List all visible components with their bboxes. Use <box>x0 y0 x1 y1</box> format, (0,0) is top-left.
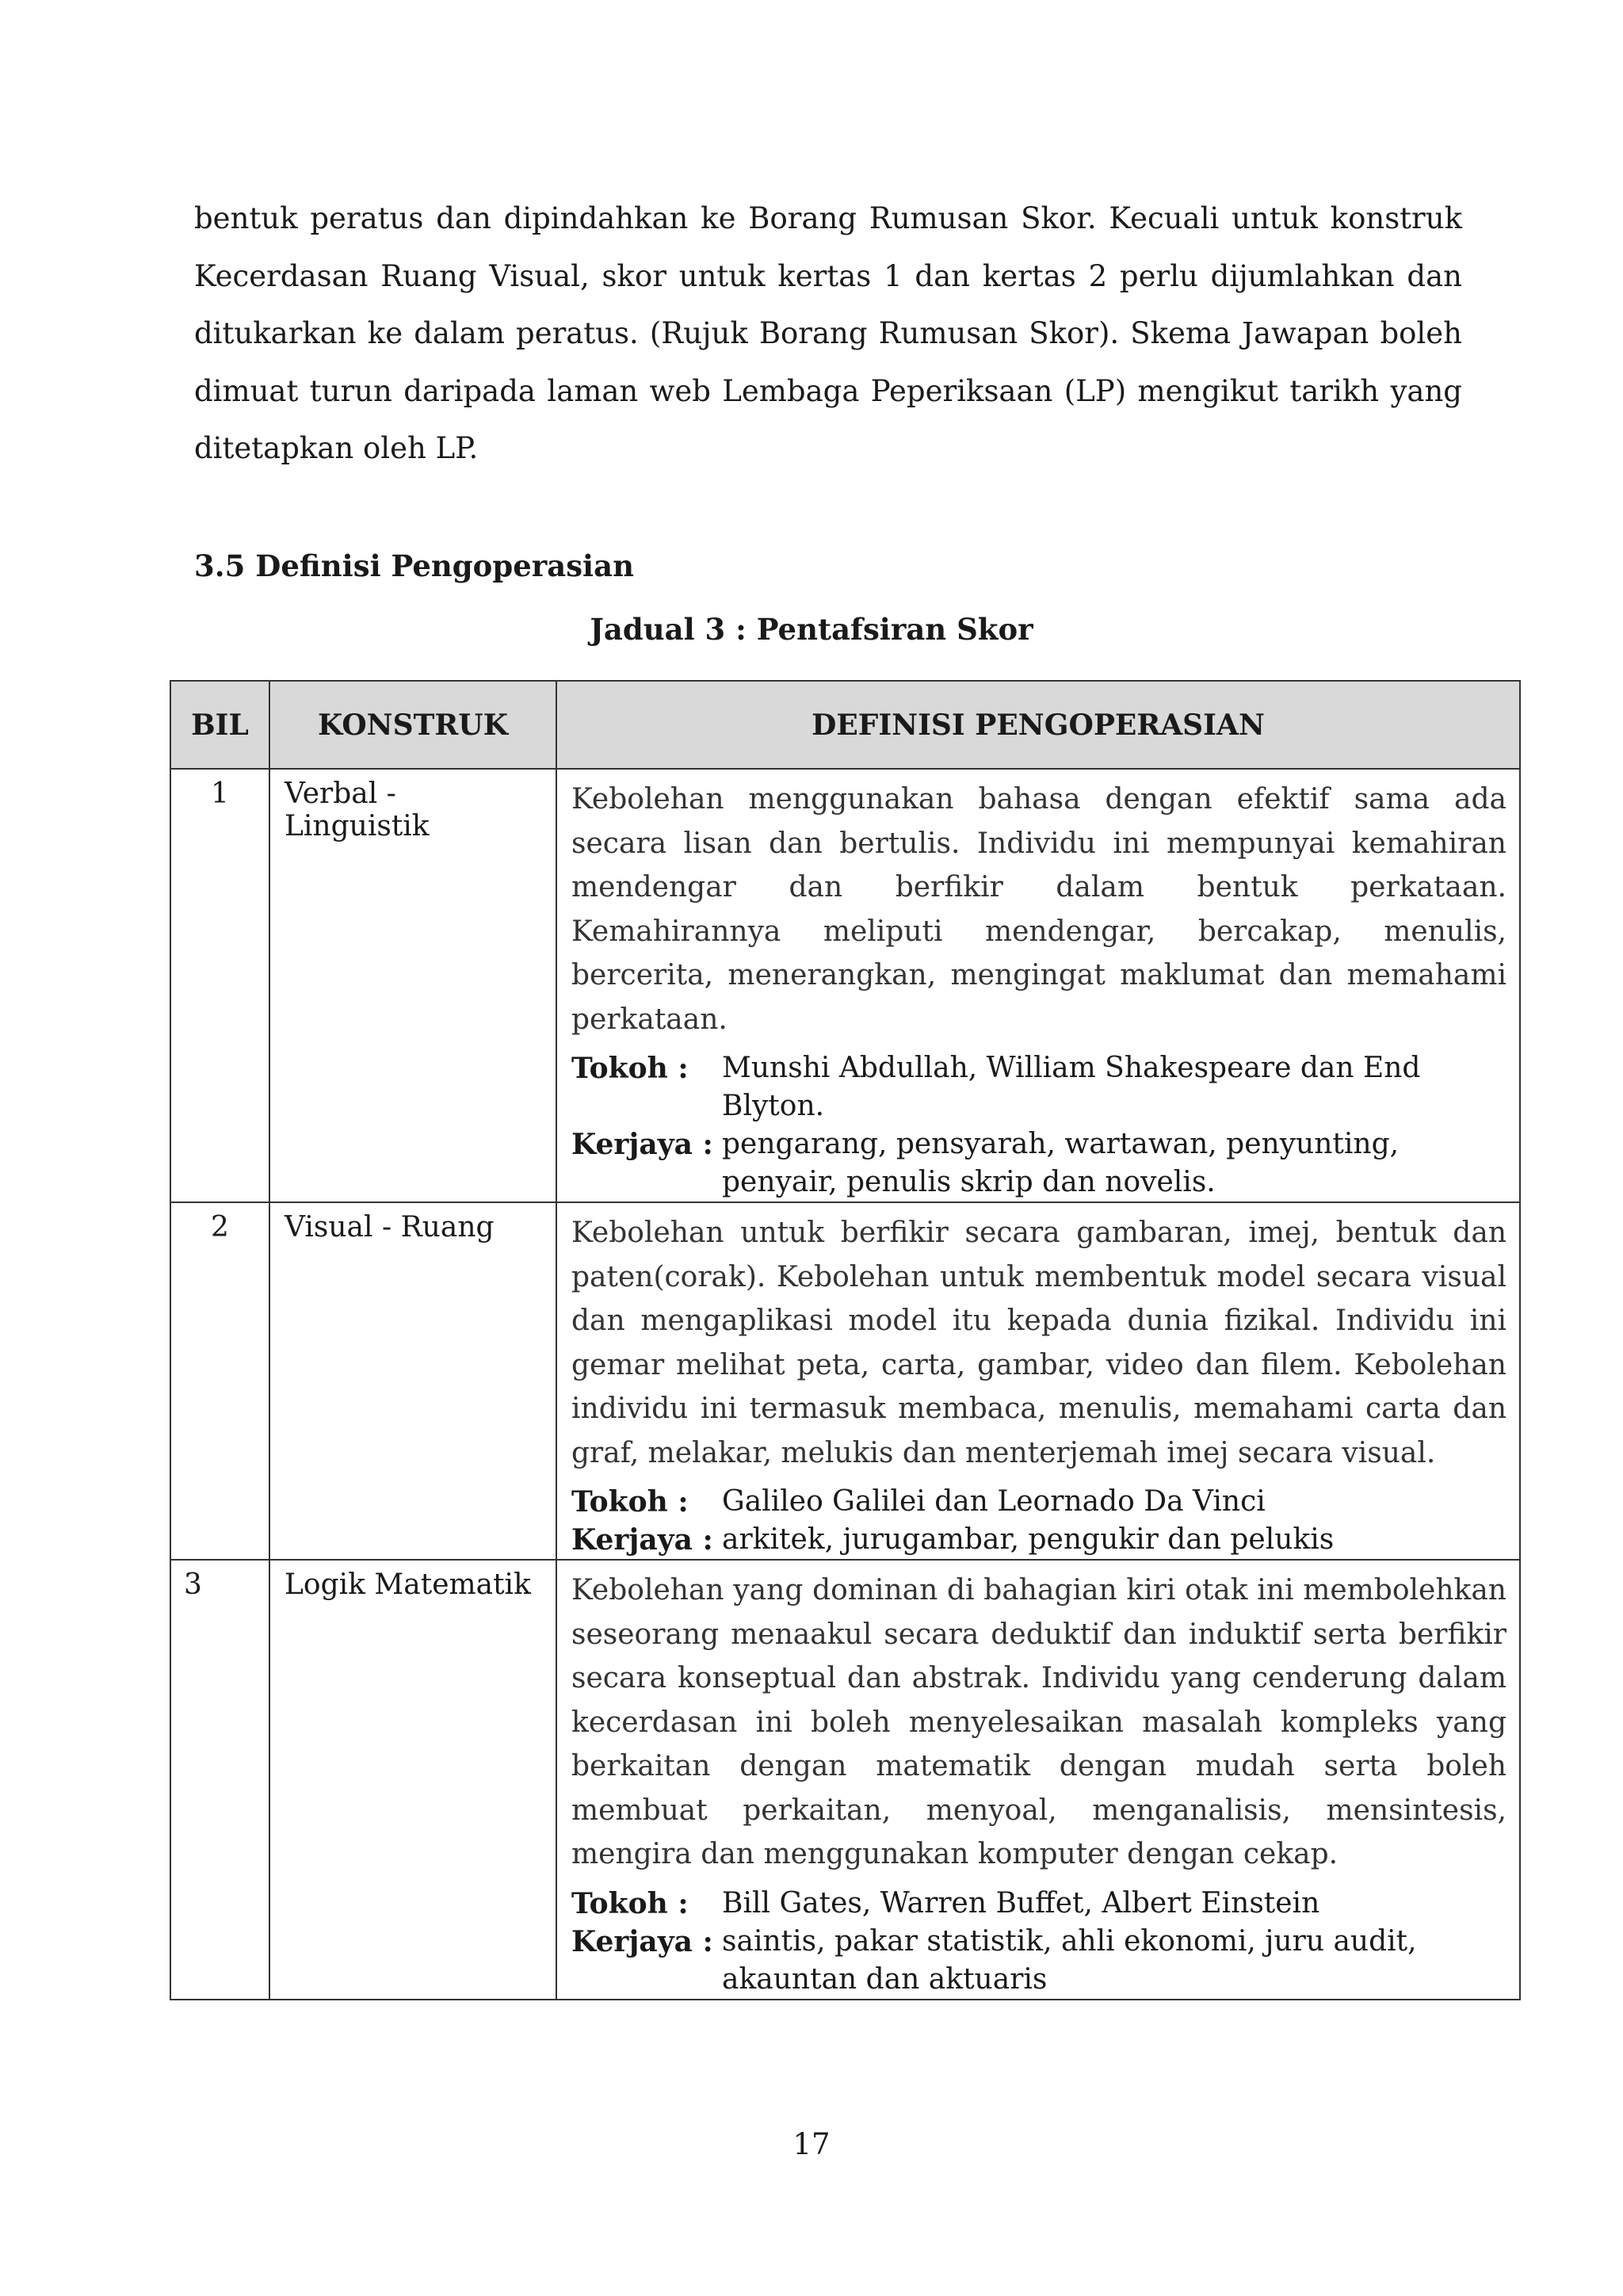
table-row <box>170 1202 1520 1560</box>
section-heading: 3.5 Definisi Pengoperasian <box>194 548 634 583</box>
row-bil: 3 <box>170 1560 269 2000</box>
row-konstruk: Verbal - Linguistik <box>269 769 556 1202</box>
row-meta <box>571 1885 1507 1999</box>
row-bil: 1 <box>170 769 269 1202</box>
tokoh-value: Galileo Galilei dan Leornado Da Vinci <box>722 1485 1266 1518</box>
body-paragraph: bentuk peratus dan dipindahkan ke Borang Rumusan Skor. Kecuali untuk konstruk Kecerdasan Ruang Visual, skor untuk kertas 1 dan kertas 2 perlu dijumlahkan dan ditukarkan ke dalam peratus. (Rujuk Borang Rumusan Skor). Skema Jawapan boleh dimuat turun daripada laman web Lembaga Peperiksaan (LP) mengikut tarikh yang ditetapkan oleh LP. <box>194 201 1462 465</box>
kerjaya-value: saintis, pakar statistik, ahli ekonomi, juru audit, akauntan dan aktuaris <box>722 1924 1417 1996</box>
row-definisi: Kebolehan menggunakan bahasa dengan efektif sama ada secara lisan dan bertulis. Individu ini mempunyai kemahiran mendengar dan berfikir dalam bentuk perkataan. Kemahirannya meliputi mendengar, bercakap, menulis, bercerita, menerangkan, mengingat maklumat dan memahami perkataan. <box>571 783 1507 1036</box>
tokoh-label: Tokoh : <box>571 1886 689 1920</box>
header-konstruk: KONSTRUK <box>269 681 556 769</box>
header-bil: BIL <box>170 681 269 769</box>
tokoh-value: Bill Gates, Warren Buffet, Albert Einstein <box>722 1886 1320 1920</box>
table-row <box>170 769 1520 1202</box>
row-definisi: Kebolehan yang dominan di bahagian kiri otak ini membolehkan seseorang menaakul secara deduktif dan induktif serta berfikir secara konseptual dan abstrak. Individu yang cenderung dalam kecerdasan ini boleh menyelesaikan masalah kompleks yang berkaitan dengan matematik dengan mudah serta boleh membuat perkaitan, menyoal, menganalisis, mensintesis, mengira dan menggunakan komputer dengan cekap. <box>571 1574 1507 1870</box>
tokoh-label: Tokoh : <box>571 1485 689 1519</box>
page-number: 17 <box>792 2127 831 2161</box>
kerjaya-label: Kerjaya : <box>571 1128 713 1161</box>
row-definisi-cell <box>556 1560 1520 2000</box>
kerjaya-label: Kerjaya : <box>571 1523 713 1557</box>
table-caption: Jadual 3 : Pentafsiran Skor <box>590 612 1033 647</box>
kerjaya-value: arkitek, jurugambar, pengukir dan pelukis <box>722 1523 1335 1556</box>
row-konstruk: Logik Matematik <box>269 1560 556 2000</box>
row-meta <box>571 1049 1507 1201</box>
row-konstruk: Visual - Ruang <box>269 1202 556 1560</box>
header-definisi: DEFINISI PENGOPERASIAN <box>556 681 1520 769</box>
table-row <box>170 1560 1520 2000</box>
table-header-row <box>170 681 1520 769</box>
tokoh-value: Munshi Abdullah, William Shakespeare dan End Blyton. <box>722 1052 1421 1122</box>
row-definisi-cell <box>556 1202 1520 1560</box>
tokoh-label: Tokoh : <box>571 1052 689 1085</box>
kerjaya-value: pengarang, pensyarah, wartawan, penyunting, penyair, penulis skrip dan novelis. <box>722 1128 1400 1198</box>
row-definisi: Kebolehan untuk berfikir secara gambaran, imej, bentuk dan paten(corak). Kebolehan untuk membentuk model secara visual dan mengaplikasi model itu kepada dunia fizikal. Individu ini gemar melihat peta, carta, gambar, video dan filem. Kebolehan individu ini termasuk membaca, menulis, memahami carta dan graf, melakar, melukis dan menterjemah imej secara visual. <box>571 1217 1507 1469</box>
row-meta <box>571 1483 1507 1559</box>
row-bil: 2 <box>170 1202 269 1560</box>
kerjaya-label: Kerjaya : <box>571 1924 713 1958</box>
row-definisi-cell <box>556 769 1520 1202</box>
score-interpretation-table <box>170 680 1521 2000</box>
